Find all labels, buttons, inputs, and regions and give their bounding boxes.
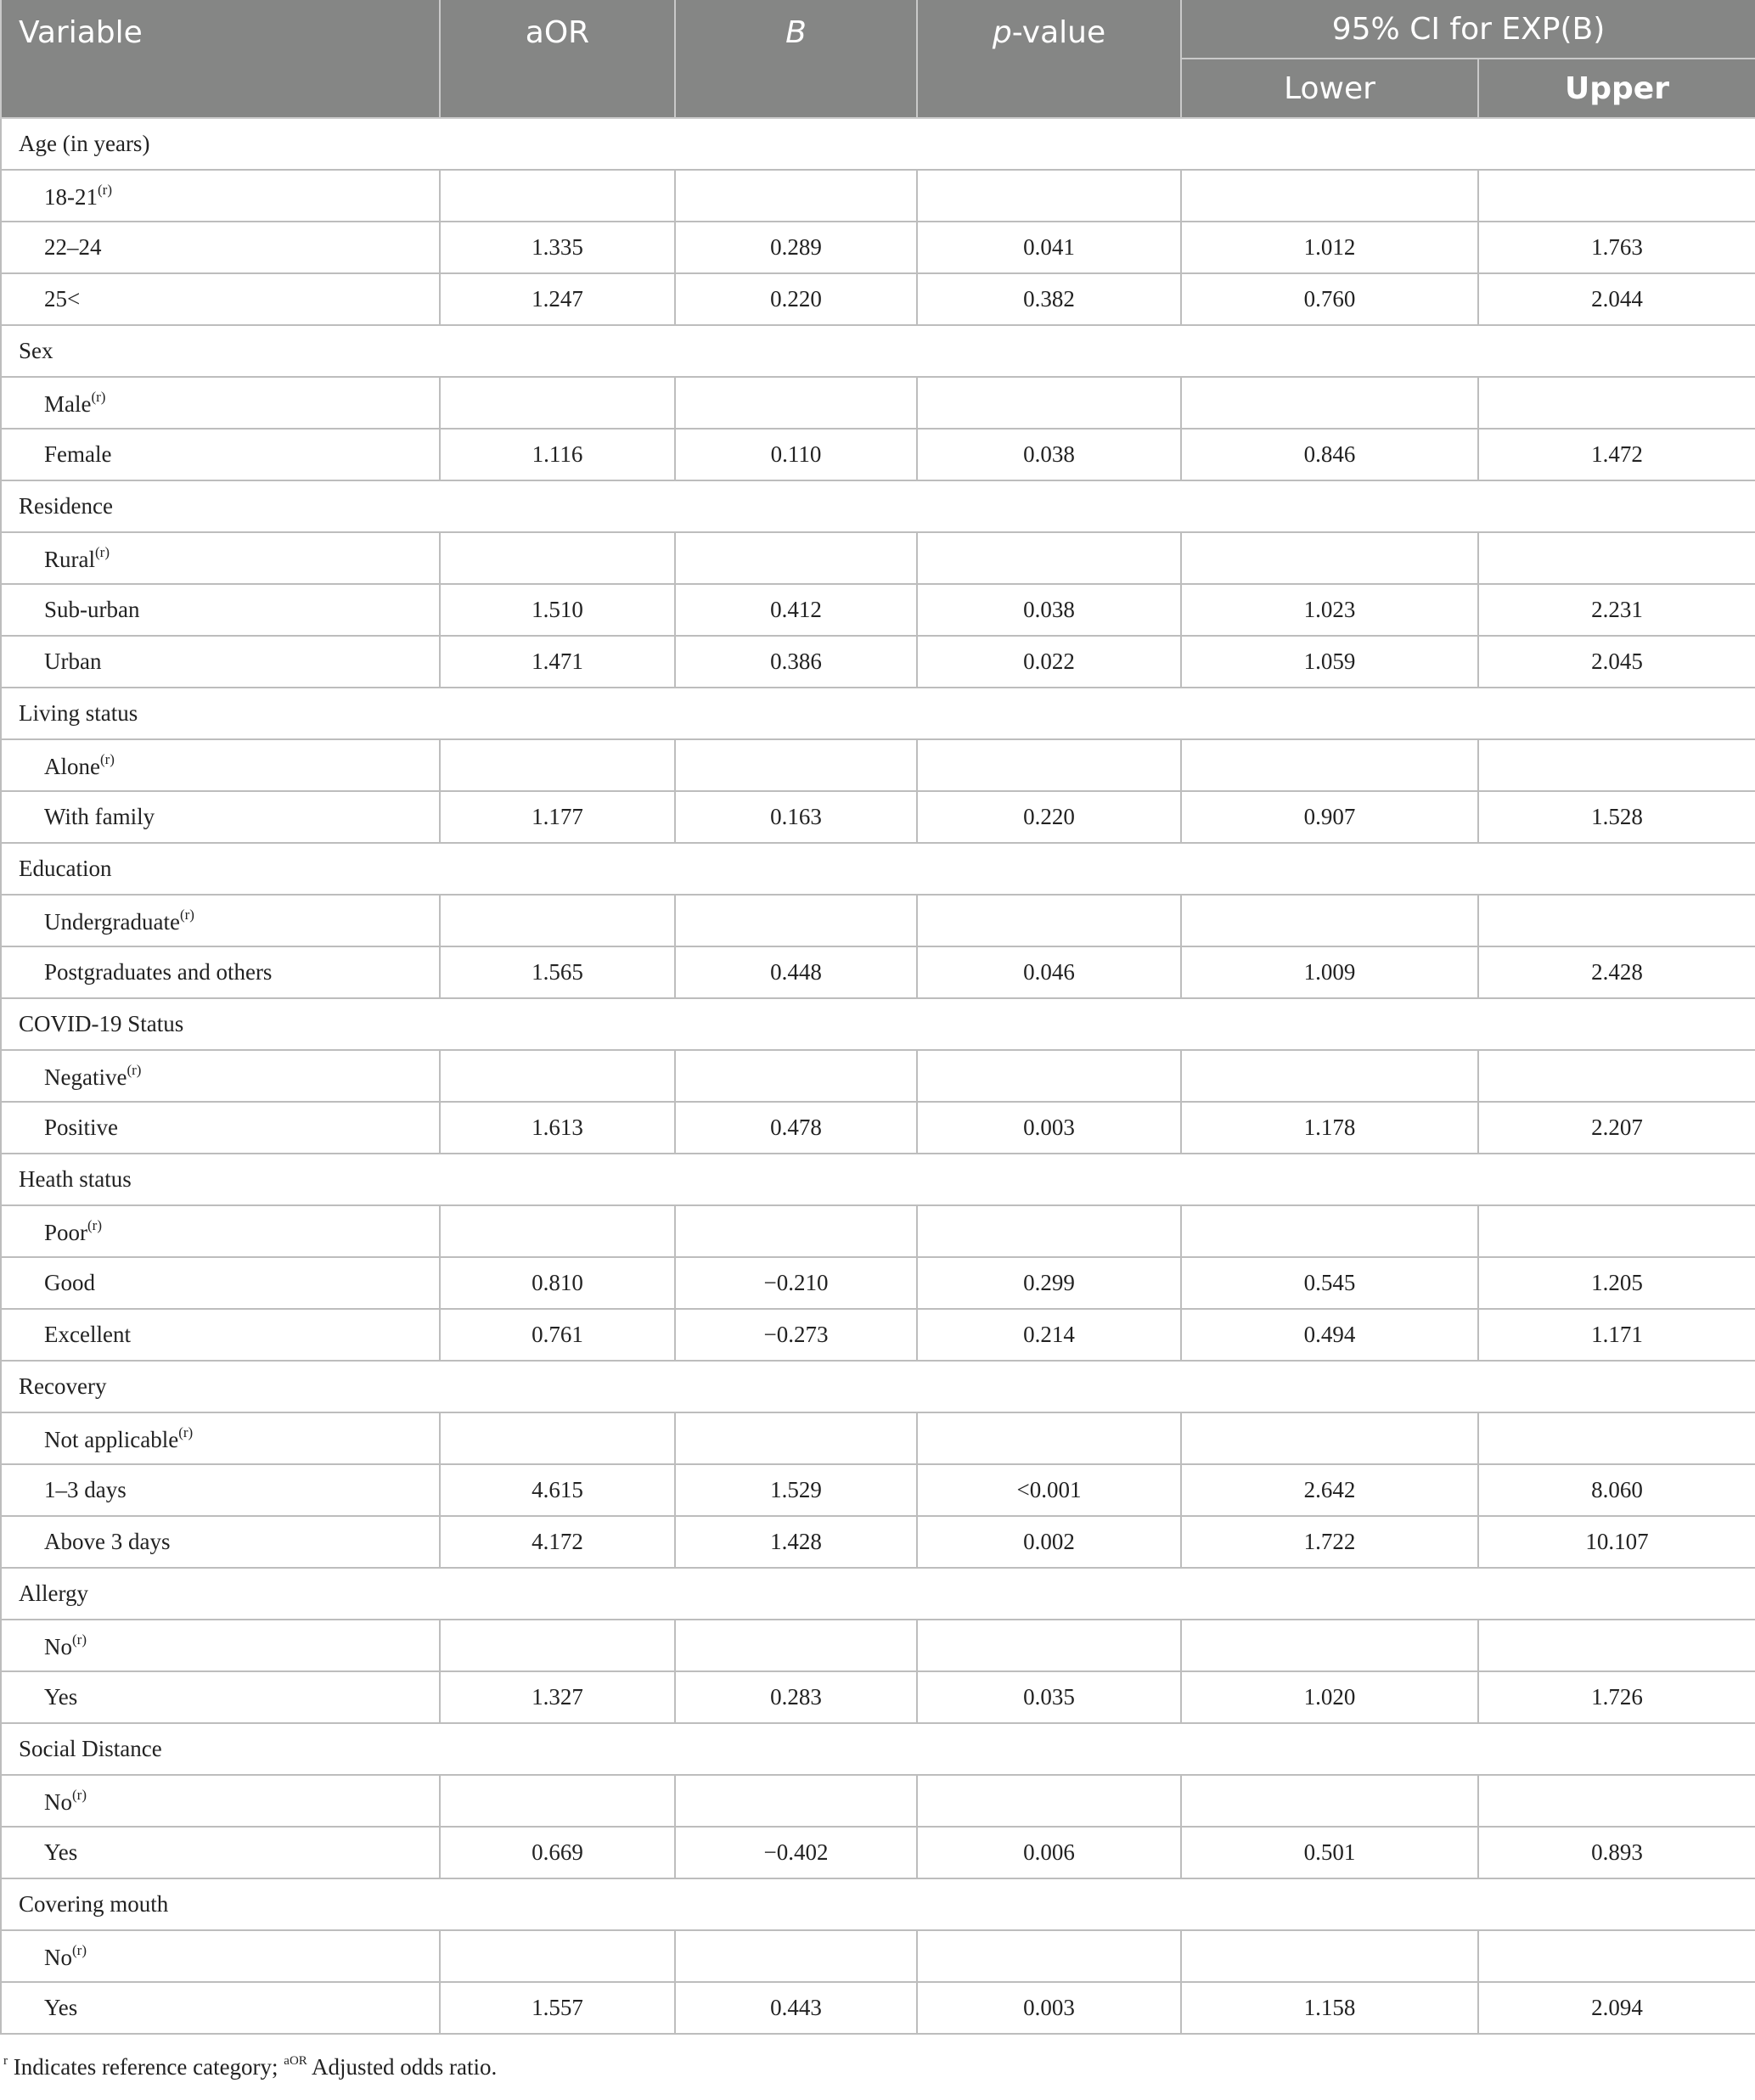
header-lower: Lower xyxy=(1181,59,1478,118)
aor-cell: 4.172 xyxy=(440,1516,675,1568)
p-value-cell: 0.035 xyxy=(917,1671,1181,1723)
reference-mark: (r) xyxy=(87,1216,102,1233)
p-value-cell: 0.046 xyxy=(917,946,1181,998)
ci-lower-cell xyxy=(1181,1205,1478,1257)
group-row xyxy=(1,325,1755,377)
p-value-cell: 0.214 xyxy=(917,1309,1181,1361)
row-label-cell xyxy=(1,1775,440,1827)
group-row xyxy=(1,1361,1755,1412)
ci-upper-cell: 1.205 xyxy=(1478,1257,1755,1309)
row-label-cell xyxy=(1,1412,440,1464)
table-row xyxy=(1,1257,1755,1309)
group-row xyxy=(1,480,1755,532)
row-label-cell xyxy=(1,532,440,584)
table-row xyxy=(1,1464,1755,1516)
aor-cell xyxy=(440,170,675,222)
p-value-cell: 0.002 xyxy=(917,1516,1181,1568)
ci-lower-cell: 1.009 xyxy=(1181,946,1478,998)
table-row xyxy=(1,1412,1755,1464)
group-row xyxy=(1,688,1755,739)
row-label-cell xyxy=(1,584,440,636)
p-value-cell xyxy=(917,532,1181,584)
b-cell: 0.163 xyxy=(675,791,917,843)
row-label: 18-21 xyxy=(44,183,98,210)
b-cell xyxy=(675,170,917,222)
row-label: Positive xyxy=(44,1115,119,1140)
p-value-cell xyxy=(917,1930,1181,1982)
b-cell xyxy=(675,1050,917,1102)
p-value-cell xyxy=(917,739,1181,791)
row-label: 1–3 days xyxy=(44,1477,127,1502)
b-cell: 0.110 xyxy=(675,429,917,480)
group-title: Social Distance xyxy=(1,1723,1755,1775)
reference-mark: (r) xyxy=(127,1061,142,1078)
row-label-cell xyxy=(1,1620,440,1671)
ci-upper-cell xyxy=(1478,1050,1755,1102)
aor-cell: 1.565 xyxy=(440,946,675,998)
b-cell xyxy=(675,739,917,791)
p-value-cell: 0.041 xyxy=(917,222,1181,273)
row-label: Yes xyxy=(44,1995,78,2020)
reference-mark: (r) xyxy=(178,1423,194,1440)
header-p-rest: -value xyxy=(1011,15,1106,50)
reference-mark: (r) xyxy=(72,1786,87,1803)
aor-cell: 0.761 xyxy=(440,1309,675,1361)
row-label-cell xyxy=(1,1205,440,1257)
row-label-cell xyxy=(1,1516,440,1568)
row-label-cell xyxy=(1,1257,440,1309)
table-row xyxy=(1,946,1755,998)
row-label: Not applicable xyxy=(44,1426,179,1452)
ci-upper-cell: 1.726 xyxy=(1478,1671,1755,1723)
p-value-cell: 0.003 xyxy=(917,1102,1181,1154)
row-label: 25< xyxy=(44,286,81,312)
p-value-cell: 0.038 xyxy=(917,429,1181,480)
footnote-r-mark: r xyxy=(3,2054,8,2068)
p-value-cell: 0.003 xyxy=(917,1982,1181,2034)
b-cell: 0.289 xyxy=(675,222,917,273)
group-title: Allergy xyxy=(1,1568,1755,1620)
b-cell xyxy=(675,1205,917,1257)
reference-mark: (r) xyxy=(72,1941,87,1958)
b-cell: 1.529 xyxy=(675,1464,917,1516)
ci-upper-cell: 1.171 xyxy=(1478,1309,1755,1361)
aor-cell xyxy=(440,1050,675,1102)
group-row xyxy=(1,1154,1755,1205)
row-label-cell xyxy=(1,1930,440,1982)
row-label: No xyxy=(44,1788,72,1815)
table-row xyxy=(1,1827,1755,1878)
table-row xyxy=(1,1982,1755,2034)
b-cell: 0.448 xyxy=(675,946,917,998)
ci-upper-cell: 0.893 xyxy=(1478,1827,1755,1878)
table-row xyxy=(1,222,1755,273)
row-label: Male xyxy=(44,390,92,417)
aor-cell: 1.557 xyxy=(440,1982,675,2034)
aor-cell xyxy=(440,1775,675,1827)
p-value-cell xyxy=(917,1775,1181,1827)
ci-lower-cell xyxy=(1181,1412,1478,1464)
row-label-cell xyxy=(1,377,440,429)
table-row xyxy=(1,1050,1755,1102)
row-label-cell xyxy=(1,1102,440,1154)
ci-upper-cell: 2.044 xyxy=(1478,273,1755,325)
aor-cell: 1.177 xyxy=(440,791,675,843)
b-cell xyxy=(675,377,917,429)
table-row xyxy=(1,377,1755,429)
p-value-cell: 0.382 xyxy=(917,273,1181,325)
ci-upper-cell xyxy=(1478,739,1755,791)
p-value-cell xyxy=(917,895,1181,946)
table-header xyxy=(1,0,1755,118)
ci-lower-cell xyxy=(1181,1050,1478,1102)
ci-upper-cell xyxy=(1478,1205,1755,1257)
aor-cell: 0.810 xyxy=(440,1257,675,1309)
row-label-cell xyxy=(1,170,440,222)
ci-lower-cell: 0.545 xyxy=(1181,1257,1478,1309)
aor-cell xyxy=(440,739,675,791)
b-cell xyxy=(675,1620,917,1671)
row-label-cell xyxy=(1,1671,440,1723)
ci-lower-cell xyxy=(1181,895,1478,946)
reference-mark: (r) xyxy=(98,181,112,198)
header-p-italic: p xyxy=(992,15,1012,50)
p-value-cell: 0.299 xyxy=(917,1257,1181,1309)
row-label-cell xyxy=(1,429,440,480)
row-label-cell xyxy=(1,791,440,843)
ci-lower-cell xyxy=(1181,739,1478,791)
ci-upper-cell: 2.207 xyxy=(1478,1102,1755,1154)
row-label: Female xyxy=(44,441,112,467)
aor-cell xyxy=(440,532,675,584)
footnote-aor-mark: aOR xyxy=(284,2054,307,2068)
p-value-cell: <0.001 xyxy=(917,1464,1181,1516)
ci-upper-cell: 2.428 xyxy=(1478,946,1755,998)
ci-lower-cell: 1.012 xyxy=(1181,222,1478,273)
row-label-cell xyxy=(1,273,440,325)
table-row xyxy=(1,532,1755,584)
b-cell: 0.478 xyxy=(675,1102,917,1154)
aor-cell: 1.335 xyxy=(440,222,675,273)
aor-cell: 1.510 xyxy=(440,584,675,636)
aor-cell xyxy=(440,1412,675,1464)
p-value-cell xyxy=(917,1412,1181,1464)
b-cell: −0.273 xyxy=(675,1309,917,1361)
ci-lower-cell xyxy=(1181,532,1478,584)
group-row xyxy=(1,843,1755,895)
aor-cell xyxy=(440,1205,675,1257)
table-row xyxy=(1,791,1755,843)
b-cell: 1.428 xyxy=(675,1516,917,1568)
aor-cell xyxy=(440,895,675,946)
header-p-value xyxy=(917,0,1181,118)
group-row xyxy=(1,998,1755,1050)
table-row xyxy=(1,170,1755,222)
reference-mark: (r) xyxy=(99,750,115,767)
aor-cell xyxy=(440,1930,675,1982)
aor-cell: 1.613 xyxy=(440,1102,675,1154)
ci-lower-cell: 1.023 xyxy=(1181,584,1478,636)
ci-upper-cell xyxy=(1478,1412,1755,1464)
row-label: Negative xyxy=(44,1064,127,1090)
ci-upper-cell xyxy=(1478,1620,1755,1671)
ci-upper-cell xyxy=(1478,377,1755,429)
reference-mark: (r) xyxy=(72,1631,87,1648)
group-title: Covering mouth xyxy=(1,1878,1755,1930)
ci-lower-cell: 0.846 xyxy=(1181,429,1478,480)
b-cell xyxy=(675,1412,917,1464)
ci-upper-cell: 1.763 xyxy=(1478,222,1755,273)
p-value-cell: 0.038 xyxy=(917,584,1181,636)
table-row xyxy=(1,1620,1755,1671)
group-title: Recovery xyxy=(1,1361,1755,1412)
p-value-cell xyxy=(917,1205,1181,1257)
reference-mark: (r) xyxy=(179,906,194,923)
header-upper: Upper xyxy=(1478,59,1755,118)
aor-cell: 4.615 xyxy=(440,1464,675,1516)
ci-lower-cell xyxy=(1181,377,1478,429)
b-cell: 0.412 xyxy=(675,584,917,636)
group-row xyxy=(1,1878,1755,1930)
group-row xyxy=(1,118,1755,170)
ci-lower-cell: 1.178 xyxy=(1181,1102,1478,1154)
ci-lower-cell xyxy=(1181,1775,1478,1827)
row-label-cell xyxy=(1,1050,440,1102)
row-label: Above 3 days xyxy=(44,1529,171,1554)
row-label-cell xyxy=(1,1827,440,1878)
ci-lower-cell: 0.501 xyxy=(1181,1827,1478,1878)
row-label: Alone xyxy=(44,753,100,779)
ci-lower-cell: 2.642 xyxy=(1181,1464,1478,1516)
ci-upper-cell: 1.528 xyxy=(1478,791,1755,843)
row-label-cell xyxy=(1,1982,440,2034)
table-row xyxy=(1,1102,1755,1154)
ci-lower-cell: 1.158 xyxy=(1181,1982,1478,2034)
header-b xyxy=(675,0,917,118)
ci-upper-cell: 2.045 xyxy=(1478,636,1755,688)
row-label-cell xyxy=(1,636,440,688)
table-row xyxy=(1,1205,1755,1257)
p-value-cell xyxy=(917,1620,1181,1671)
row-label-cell xyxy=(1,739,440,791)
row-label: Undergraduate xyxy=(44,908,180,935)
table-row xyxy=(1,273,1755,325)
ci-lower-cell xyxy=(1181,1620,1478,1671)
group-row xyxy=(1,1568,1755,1620)
row-label: Rural xyxy=(44,546,95,572)
table-footnote xyxy=(3,2054,497,2080)
b-cell: 0.283 xyxy=(675,1671,917,1723)
ci-lower-cell: 0.907 xyxy=(1181,791,1478,843)
table-row xyxy=(1,636,1755,688)
row-label: Postgraduates and others xyxy=(44,959,273,985)
p-value-cell: 0.022 xyxy=(917,636,1181,688)
row-label: With family xyxy=(44,804,155,829)
ci-upper-cell xyxy=(1478,895,1755,946)
ci-lower-cell: 1.059 xyxy=(1181,636,1478,688)
b-cell xyxy=(675,895,917,946)
row-label: Yes xyxy=(44,1684,78,1710)
row-label-cell xyxy=(1,946,440,998)
row-label-cell xyxy=(1,895,440,946)
header-ci-group: 95% CI for EXP(B) xyxy=(1181,0,1755,59)
aor-cell: 1.116 xyxy=(440,429,675,480)
row-label: Yes xyxy=(44,1839,78,1865)
table-row xyxy=(1,1930,1755,1982)
p-value-cell xyxy=(917,170,1181,222)
row-label-cell xyxy=(1,1309,440,1361)
group-row xyxy=(1,1723,1755,1775)
aor-cell: 1.247 xyxy=(440,273,675,325)
table-row xyxy=(1,739,1755,791)
b-cell xyxy=(675,1775,917,1827)
row-label-cell xyxy=(1,1464,440,1516)
reference-mark: (r) xyxy=(91,388,106,405)
b-cell: −0.402 xyxy=(675,1827,917,1878)
ci-upper-cell: 1.472 xyxy=(1478,429,1755,480)
row-label: 22–24 xyxy=(44,234,102,260)
ci-upper-cell: 10.107 xyxy=(1478,1516,1755,1568)
b-cell: 0.443 xyxy=(675,1982,917,2034)
footnote-aor-text: Adjusted odds ratio. xyxy=(307,2054,498,2080)
p-value-cell: 0.220 xyxy=(917,791,1181,843)
reference-mark: (r) xyxy=(95,543,110,560)
row-label: Sub-urban xyxy=(44,597,140,622)
group-title: COVID-19 Status xyxy=(1,998,1755,1050)
group-title: Education xyxy=(1,843,1755,895)
table-row xyxy=(1,1671,1755,1723)
table-row xyxy=(1,584,1755,636)
p-value-cell xyxy=(917,1050,1181,1102)
table-body xyxy=(1,118,1755,2034)
table-row xyxy=(1,429,1755,480)
footnote-r-text: Indicates reference category; xyxy=(8,2054,284,2080)
row-label: Urban xyxy=(44,649,102,674)
ci-upper-cell xyxy=(1478,532,1755,584)
b-cell: 0.386 xyxy=(675,636,917,688)
ci-upper-cell: 2.231 xyxy=(1478,584,1755,636)
ci-upper-cell xyxy=(1478,1930,1755,1982)
b-cell: −0.210 xyxy=(675,1257,917,1309)
group-title: Sex xyxy=(1,325,1755,377)
p-value-cell xyxy=(917,377,1181,429)
row-label-cell xyxy=(1,222,440,273)
ci-upper-cell: 2.094 xyxy=(1478,1982,1755,2034)
aor-cell: 1.327 xyxy=(440,1671,675,1723)
table-row xyxy=(1,1775,1755,1827)
row-label: Poor xyxy=(44,1219,88,1245)
aor-cell xyxy=(440,377,675,429)
b-cell: 0.220 xyxy=(675,273,917,325)
ci-lower-cell xyxy=(1181,170,1478,222)
header-variable: Variable xyxy=(1,0,440,118)
p-value-cell: 0.006 xyxy=(917,1827,1181,1878)
row-label: No xyxy=(44,1633,72,1659)
row-label: Good xyxy=(44,1270,95,1295)
ci-upper-cell: 8.060 xyxy=(1478,1464,1755,1516)
ci-lower-cell xyxy=(1181,1930,1478,1982)
group-title: Age (in years) xyxy=(1,118,1755,170)
table-row xyxy=(1,895,1755,946)
aor-cell: 0.669 xyxy=(440,1827,675,1878)
ci-lower-cell: 0.494 xyxy=(1181,1309,1478,1361)
ci-upper-cell xyxy=(1478,1775,1755,1827)
row-label: No xyxy=(44,1944,72,1970)
ci-upper-cell xyxy=(1478,170,1755,222)
ci-lower-cell: 1.722 xyxy=(1181,1516,1478,1568)
group-title: Living status xyxy=(1,688,1755,739)
b-cell xyxy=(675,1930,917,1982)
aor-cell xyxy=(440,1620,675,1671)
header-b-text: B xyxy=(785,15,807,50)
row-label: Excellent xyxy=(44,1322,131,1347)
group-title: Heath status xyxy=(1,1154,1755,1205)
table-row xyxy=(1,1516,1755,1568)
table-row xyxy=(1,1309,1755,1361)
header-aor: aOR xyxy=(440,0,675,118)
ci-lower-cell: 1.020 xyxy=(1181,1671,1478,1723)
group-title: Residence xyxy=(1,480,1755,532)
ci-lower-cell: 0.760 xyxy=(1181,273,1478,325)
aor-cell: 1.471 xyxy=(440,636,675,688)
b-cell xyxy=(675,532,917,584)
